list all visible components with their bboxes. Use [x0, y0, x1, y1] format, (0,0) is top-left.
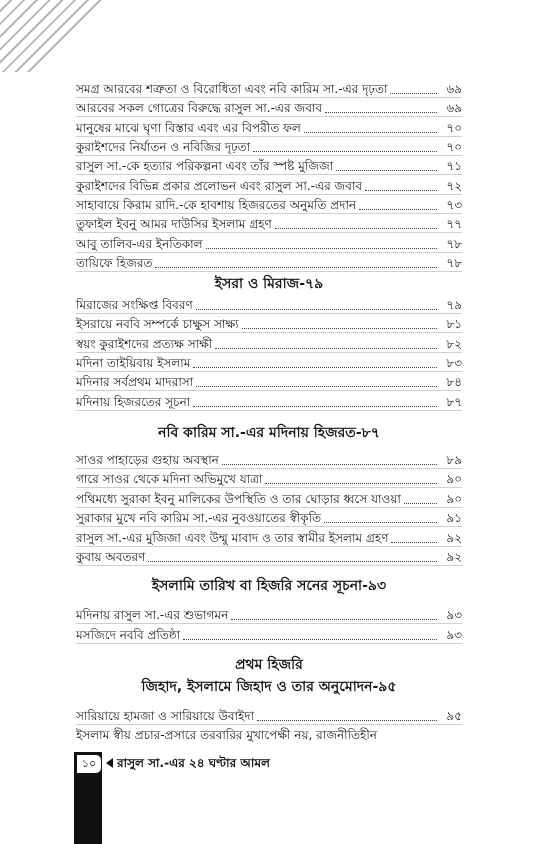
- leader-dots: [148, 561, 437, 562]
- toc-entry-title: মদিনা তাইয়িবায় ইসলাম: [76, 356, 191, 370]
- section-subheading: জিহাদ, ইসলামে জিহাদ ও তার অনুমোদন-৯৫: [141, 679, 397, 695]
- toc-entry-page: ৮৭: [446, 395, 462, 409]
- toc-entry-page: ৯০: [446, 492, 462, 506]
- toc-entry-page: ৭২: [446, 179, 462, 193]
- toc-entry[interactable]: [76, 78, 462, 98]
- leader-dots: [391, 542, 437, 543]
- toc-entry-title: মানুষের মাঝে ঘৃণা বিস্তার এবং এর বিপরীত ফল: [76, 121, 301, 135]
- section-heading: ইসলামি তারিখ বা হিজরি সনের সূচনা-৯৩: [151, 578, 387, 594]
- toc-entry-page: ৮২: [446, 337, 462, 351]
- toc-entry[interactable]: [76, 705, 462, 725]
- leader-dots: [193, 406, 437, 407]
- toc-entry[interactable]: [76, 527, 462, 547]
- toc-entry-page: ৮৯: [446, 453, 462, 467]
- leader-dots: [206, 248, 437, 249]
- toc-entry-page: ৯৩: [446, 628, 462, 642]
- toc-entry-title: সুরাকার মুখে নবি কারিম সা.-এর নুবওয়াতের স্বীকৃতি: [76, 511, 322, 525]
- toc-entry[interactable]: [76, 507, 462, 527]
- toc-entry[interactable]: [76, 333, 462, 353]
- leader-dots: [324, 522, 437, 523]
- toc-entry-title: মসজিদে নববি প্রতিষ্ঠা: [76, 628, 181, 642]
- toc-entry-title: সাওর পাহাড়ের গুহায় অবস্থান: [76, 453, 219, 467]
- toc-entry-page: ৭৩: [446, 198, 462, 212]
- toc-entry[interactable]: [76, 136, 462, 156]
- toc-entry-title: আবু তালিব-এর ইনতিকাল: [76, 237, 203, 251]
- section-heading: প্রথম হিজরি: [235, 657, 303, 673]
- toc-entry[interactable]: [76, 194, 462, 214]
- toc-entry[interactable]: [76, 294, 462, 314]
- toc-entry-title: কুবায় অবতরণ: [76, 550, 146, 564]
- toc-entry[interactable]: [76, 313, 462, 333]
- toc-entry[interactable]: [76, 352, 462, 372]
- toc-entry-title: মিরাজের সংক্ষিপ্ত বিবরণ: [76, 298, 193, 312]
- leader-dots: [222, 464, 437, 465]
- toc-entry[interactable]: [76, 624, 462, 644]
- section-heading: নবি কারিম সা.-এর মদিনায় হিজরত-৮৭: [158, 425, 380, 441]
- toc-entry-title: ইসরায়ে নববি সম্পর্কে চাক্ষুস সাক্ষ্য: [76, 317, 239, 331]
- toc-entry-page: ৯২: [446, 550, 462, 564]
- toc-entry-page: ৬৯: [446, 82, 462, 96]
- toc-entry-page: ৭৮: [446, 256, 462, 270]
- toc-entry[interactable]: [76, 252, 462, 272]
- toc-entry-title: তায়িফে হিজরত: [76, 256, 153, 270]
- toc-entry-title: মদিনায় রাসুল সা.-এর শুভাগমন: [76, 608, 229, 622]
- toc-entry[interactable]: [76, 488, 462, 508]
- toc-entry-title: আরবের সকল গোত্রের বিরুদ্ধে রাসুল সা.-এর জবাব: [76, 101, 323, 115]
- toc-entry-page: ৯২: [446, 531, 462, 545]
- toc-entry[interactable]: [76, 97, 462, 117]
- toc-entry-title: কুরাইশদের বিভিন্ন প্রকার প্রলোভন এবং রাসুল সা.-এর জবাব: [76, 179, 363, 193]
- toc-entry[interactable]: [76, 449, 462, 469]
- leader-dots: [155, 267, 437, 268]
- toc-entry-title: মদিনার সর্বপ্রথম মাদরাসা: [76, 375, 194, 389]
- toc-entry-page: ৭০: [446, 140, 462, 154]
- leader-dots: [275, 228, 437, 229]
- toc-entry[interactable]: [76, 117, 462, 137]
- toc-entry-title: ইসলাম স্বীয় প্রচার-প্রসারে তরবারির মুখাপেক্ষী নয়, রাজনীতিহীন: [76, 728, 377, 742]
- toc-entry-title: স্বয়ং কুরাইশদের প্রত্যক্ষ সাক্ষী: [76, 337, 213, 351]
- toc-entry[interactable]: [76, 233, 462, 253]
- toc-entry-title: তুফাইল ইবনু আমর দাউসির ইসলাম গ্রহণ: [76, 217, 272, 231]
- leader-dots: [325, 112, 437, 113]
- toc-entry-title: রাসুল সা.-কে হত্যার পরিকল্পনা এবং তাঁর স্পষ্ট মুজিজা: [76, 159, 334, 173]
- toc-entry-page: ৬৯: [446, 101, 462, 115]
- toc-entry-title: কুরাইশদের নির্যাতন ও নবিজির দৃঢ়তা: [76, 140, 251, 154]
- toc-entry[interactable]: [76, 604, 462, 624]
- leader-dots: [365, 190, 437, 191]
- leader-dots: [304, 132, 437, 133]
- toc-entry-page: ৯১: [446, 511, 462, 525]
- toc-entry-page: ৭১: [446, 159, 462, 173]
- leader-dots: [183, 639, 437, 640]
- toc-entry-title: মদিনায় হিজরতের সূচনা: [76, 395, 191, 409]
- toc-entry[interactable]: [76, 213, 462, 233]
- toc-entry[interactable]: [76, 391, 462, 411]
- toc-entry[interactable]: [76, 175, 462, 195]
- toc-entry-page: ৭৭: [446, 217, 462, 231]
- toc-entry[interactable]: [76, 546, 462, 566]
- leader-dots: [390, 93, 437, 94]
- corner-stripes-decoration: [0, 0, 128, 72]
- leader-dots: [336, 170, 437, 171]
- toc-entry-title: সাহাবায়ে কিরাম রাদি.-কে হাবশায় হিজরতের অনুমতি প্রদান: [76, 198, 357, 212]
- leader-dots: [253, 151, 437, 152]
- toc-entry-title: রাসুল সা.-এর মুজিজা এবং উম্মু মাবাদ ও তার স্বামীর ইসলাম গ্রহণ: [76, 531, 389, 545]
- running-footer: [106, 754, 270, 772]
- leader-dots: [231, 619, 437, 620]
- section-heading: ইসরা ও মিরাজ-৭৯: [214, 276, 324, 292]
- toc-entry[interactable]: [76, 724, 462, 743]
- triangle-left-icon: [106, 758, 113, 768]
- toc-entry-page: ৭০: [446, 121, 462, 135]
- toc-entry-page: ৮৪: [446, 375, 462, 389]
- toc-entry-page: ৮১: [446, 317, 462, 331]
- toc-entry-page: ৯৩: [446, 608, 462, 622]
- page-number: ১০: [76, 754, 102, 774]
- leader-dots: [193, 367, 437, 368]
- toc-entry-title: সারিয়ায়ে হামজা ও সারিয়ায়ে উবাইদা: [76, 709, 255, 723]
- toc-entry-page: ৯০: [446, 472, 462, 486]
- toc-entry-title: সমগ্র আরবের শত্রুতা ও বিরোধিতা এবং নবি কারিম সা.-এর দৃঢ়তা: [76, 82, 388, 96]
- leader-dots: [242, 328, 437, 329]
- leader-dots: [257, 720, 437, 721]
- leader-dots: [265, 483, 437, 484]
- leader-dots: [359, 209, 437, 210]
- toc-entry-page: ৭৯: [446, 298, 462, 312]
- toc-entry-title: গারে সাওর থেকে মদিনা অভিমুখে যাত্রা: [76, 472, 263, 486]
- book-title: রাসুল সা.-এর ২৪ ঘণ্টার আমল: [117, 756, 270, 770]
- toc-entry-page: ৮৩: [446, 356, 462, 370]
- toc-entry-page: ৭৮: [446, 237, 462, 251]
- leader-dots: [404, 503, 437, 504]
- toc-entry[interactable]: [76, 468, 462, 488]
- leader-dots: [196, 386, 437, 387]
- toc-entry[interactable]: [76, 371, 462, 391]
- leader-dots: [215, 348, 437, 349]
- leader-dots: [196, 309, 437, 310]
- toc-entry[interactable]: [76, 155, 462, 175]
- toc-entry-page: ৯৫: [446, 709, 462, 723]
- toc-entry-title: পথিমধ্যে সুরাকা ইবনু মালিকের উপস্থিতি ও তার ঘোড়ার ধ্বসে যাওয়া: [76, 492, 401, 506]
